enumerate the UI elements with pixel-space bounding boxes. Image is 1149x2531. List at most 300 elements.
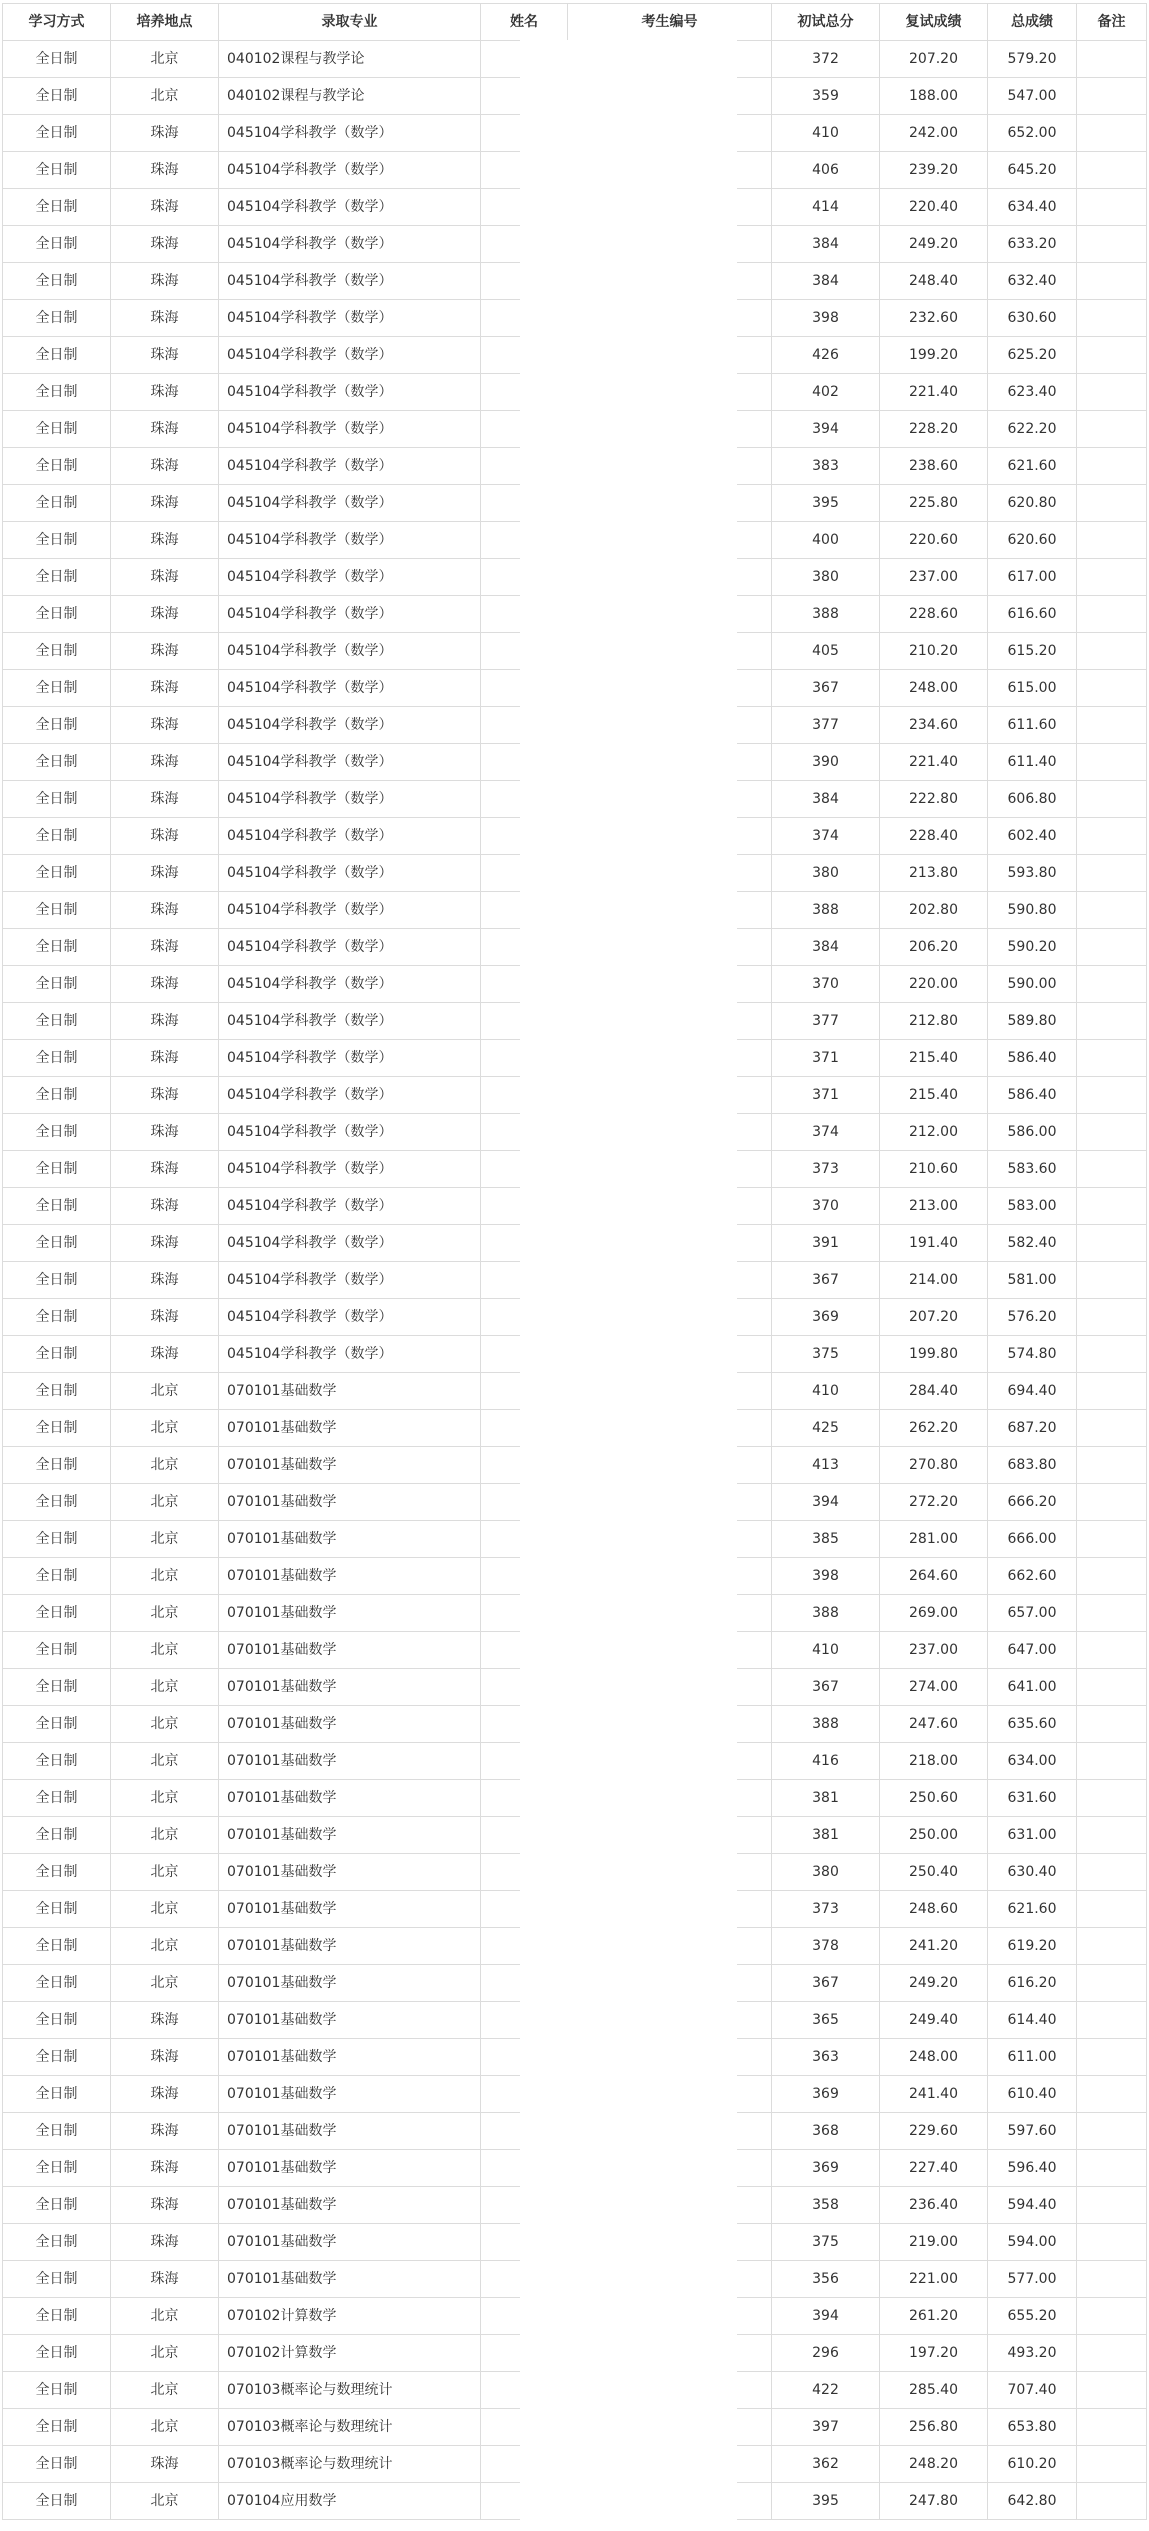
- cell-major: 070101基础数学: [219, 2150, 481, 2187]
- cell-study-mode: 全日制: [3, 1040, 111, 1077]
- cell-major: 070101基础数学: [219, 1484, 481, 1521]
- cell-remarks: [1077, 226, 1147, 263]
- cell-study-mode: 全日制: [3, 966, 111, 1003]
- cell-total-score: 621.60: [988, 1891, 1077, 1928]
- cell-retest-score: 241.20: [880, 1928, 988, 1965]
- cell-retest-score: 219.00: [880, 2224, 988, 2261]
- cell-remarks: [1077, 1595, 1147, 1632]
- cell-study-mode: 全日制: [3, 2187, 111, 2224]
- cell-major: 045104学科教学（数学）: [219, 855, 481, 892]
- cell-remarks: [1077, 1558, 1147, 1595]
- cell-study-mode: 全日制: [3, 1077, 111, 1114]
- cell-study-mode: 全日制: [3, 2335, 111, 2372]
- cell-study-mode: 全日制: [3, 1262, 111, 1299]
- cell-location: 珠海: [111, 1336, 219, 1373]
- cell-remarks: [1077, 559, 1147, 596]
- cell-total-score: 615.00: [988, 670, 1077, 707]
- cell-remarks: [1077, 1410, 1147, 1447]
- cell-remarks: [1077, 1003, 1147, 1040]
- cell-prelim-score: 375: [772, 2224, 880, 2261]
- cell-location: 珠海: [111, 1077, 219, 1114]
- cell-total-score: 581.00: [988, 1262, 1077, 1299]
- cell-total-score: 611.00: [988, 2039, 1077, 2076]
- cell-major: 045104学科教学（数学）: [219, 1336, 481, 1373]
- cell-prelim-score: 363: [772, 2039, 880, 2076]
- cell-location: 珠海: [111, 2002, 219, 2039]
- cell-major: 070103概率论与数理统计: [219, 2446, 481, 2483]
- cell-remarks: [1077, 1632, 1147, 1669]
- cell-total-score: 615.20: [988, 633, 1077, 670]
- cell-study-mode: 全日制: [3, 1706, 111, 1743]
- cell-major: 045104学科教学（数学）: [219, 781, 481, 818]
- cell-major: 070101基础数学: [219, 2002, 481, 2039]
- cell-study-mode: 全日制: [3, 263, 111, 300]
- cell-study-mode: 全日制: [3, 1780, 111, 1817]
- cell-study-mode: 全日制: [3, 300, 111, 337]
- cell-total-score: 574.80: [988, 1336, 1077, 1373]
- cell-retest-score: 241.40: [880, 2076, 988, 2113]
- cell-retest-score: 236.40: [880, 2187, 988, 2224]
- cell-retest-score: 213.00: [880, 1188, 988, 1225]
- cell-total-score: 634.40: [988, 189, 1077, 226]
- cell-location: 珠海: [111, 189, 219, 226]
- cell-location: 珠海: [111, 2150, 219, 2187]
- cell-location: 珠海: [111, 485, 219, 522]
- header-total-score: 总成绩: [988, 4, 1077, 41]
- cell-total-score: 634.00: [988, 1743, 1077, 1780]
- cell-remarks: [1077, 1780, 1147, 1817]
- cell-location: 北京: [111, 1706, 219, 1743]
- cell-prelim-score: 369: [772, 1299, 880, 1336]
- cell-total-score: 645.20: [988, 152, 1077, 189]
- cell-retest-score: 242.00: [880, 115, 988, 152]
- cell-study-mode: 全日制: [3, 485, 111, 522]
- cell-total-score: 616.60: [988, 596, 1077, 633]
- cell-prelim-score: 394: [772, 2298, 880, 2335]
- cell-study-mode: 全日制: [3, 41, 111, 78]
- cell-study-mode: 全日制: [3, 1373, 111, 1410]
- cell-prelim-score: 374: [772, 1114, 880, 1151]
- cell-location: 北京: [111, 41, 219, 78]
- cell-location: 珠海: [111, 2039, 219, 2076]
- cell-remarks: [1077, 263, 1147, 300]
- cell-prelim-score: 395: [772, 485, 880, 522]
- cell-remarks: [1077, 189, 1147, 226]
- cell-study-mode: 全日制: [3, 855, 111, 892]
- cell-prelim-score: 416: [772, 1743, 880, 1780]
- cell-location: 珠海: [111, 522, 219, 559]
- cell-major: 045104学科教学（数学）: [219, 1299, 481, 1336]
- cell-total-score: 611.40: [988, 744, 1077, 781]
- cell-retest-score: 264.60: [880, 1558, 988, 1595]
- cell-total-score: 666.00: [988, 1521, 1077, 1558]
- cell-retest-score: 270.80: [880, 1447, 988, 1484]
- cell-remarks: [1077, 1706, 1147, 1743]
- cell-retest-score: 232.60: [880, 300, 988, 337]
- cell-prelim-score: 356: [772, 2261, 880, 2298]
- cell-location: 珠海: [111, 1114, 219, 1151]
- header-major: 录取专业: [219, 4, 481, 41]
- cell-study-mode: 全日制: [3, 337, 111, 374]
- cell-prelim-score: 388: [772, 892, 880, 929]
- header-exam-id: 考生编号: [568, 4, 772, 41]
- cell-study-mode: 全日制: [3, 1225, 111, 1262]
- cell-study-mode: 全日制: [3, 596, 111, 633]
- cell-prelim-score: 359: [772, 78, 880, 115]
- cell-prelim-score: 373: [772, 1151, 880, 1188]
- cell-major: 045104学科教学（数学）: [219, 300, 481, 337]
- cell-retest-score: 261.20: [880, 2298, 988, 2335]
- cell-total-score: 619.20: [988, 1928, 1077, 1965]
- header-name: 姓名: [481, 4, 568, 41]
- cell-retest-score: 210.20: [880, 633, 988, 670]
- cell-retest-score: 188.00: [880, 78, 988, 115]
- cell-retest-score: 221.40: [880, 744, 988, 781]
- cell-retest-score: 249.20: [880, 1965, 988, 2002]
- cell-study-mode: 全日制: [3, 226, 111, 263]
- cell-retest-score: 234.60: [880, 707, 988, 744]
- cell-retest-score: 220.00: [880, 966, 988, 1003]
- cell-study-mode: 全日制: [3, 1632, 111, 1669]
- cell-remarks: [1077, 892, 1147, 929]
- cell-location: 珠海: [111, 1151, 219, 1188]
- cell-location: 珠海: [111, 300, 219, 337]
- cell-major: 070101基础数学: [219, 1928, 481, 1965]
- cell-total-score: 631.00: [988, 1817, 1077, 1854]
- cell-prelim-score: 384: [772, 781, 880, 818]
- cell-total-score: 633.20: [988, 226, 1077, 263]
- cell-prelim-score: 410: [772, 1632, 880, 1669]
- cell-study-mode: 全日制: [3, 115, 111, 152]
- cell-total-score: 621.60: [988, 448, 1077, 485]
- cell-remarks: [1077, 1336, 1147, 1373]
- cell-total-score: 594.00: [988, 2224, 1077, 2261]
- cell-location: 珠海: [111, 707, 219, 744]
- cell-remarks: [1077, 374, 1147, 411]
- cell-study-mode: 全日制: [3, 2113, 111, 2150]
- cell-location: 北京: [111, 1410, 219, 1447]
- cell-prelim-score: 369: [772, 2076, 880, 2113]
- cell-remarks: [1077, 1040, 1147, 1077]
- cell-study-mode: 全日制: [3, 1003, 111, 1040]
- cell-prelim-score: 405: [772, 633, 880, 670]
- cell-total-score: 593.80: [988, 855, 1077, 892]
- cell-prelim-score: 362: [772, 2446, 880, 2483]
- cell-study-mode: 全日制: [3, 1336, 111, 1373]
- cell-retest-score: 248.60: [880, 1891, 988, 1928]
- cell-remarks: [1077, 485, 1147, 522]
- cell-location: 珠海: [111, 1188, 219, 1225]
- cell-study-mode: 全日制: [3, 559, 111, 596]
- cell-prelim-score: 426: [772, 337, 880, 374]
- cell-study-mode: 全日制: [3, 1521, 111, 1558]
- cell-location: 北京: [111, 1521, 219, 1558]
- cell-retest-score: 212.00: [880, 1114, 988, 1151]
- cell-prelim-score: 391: [772, 1225, 880, 1262]
- cell-remarks: [1077, 1743, 1147, 1780]
- cell-remarks: [1077, 522, 1147, 559]
- cell-study-mode: 全日制: [3, 1928, 111, 1965]
- cell-study-mode: 全日制: [3, 189, 111, 226]
- cell-location: 珠海: [111, 966, 219, 1003]
- cell-retest-score: 191.40: [880, 1225, 988, 1262]
- cell-major: 045104学科教学（数学）: [219, 1188, 481, 1225]
- cell-prelim-score: 395: [772, 2483, 880, 2520]
- cell-study-mode: 全日制: [3, 1114, 111, 1151]
- cell-major: 040102课程与教学论: [219, 78, 481, 115]
- cell-remarks: [1077, 2187, 1147, 2224]
- cell-major: 045104学科教学（数学）: [219, 263, 481, 300]
- cell-remarks: [1077, 855, 1147, 892]
- cell-location: 珠海: [111, 1003, 219, 1040]
- cell-remarks: [1077, 2113, 1147, 2150]
- cell-prelim-score: 367: [772, 1262, 880, 1299]
- cell-study-mode: 全日制: [3, 2372, 111, 2409]
- cell-location: 珠海: [111, 1225, 219, 1262]
- cell-major: 070101基础数学: [219, 1558, 481, 1595]
- cell-prelim-score: 384: [772, 929, 880, 966]
- cell-location: 北京: [111, 1484, 219, 1521]
- cell-total-score: 493.20: [988, 2335, 1077, 2372]
- cell-study-mode: 全日制: [3, 1188, 111, 1225]
- cell-remarks: [1077, 1484, 1147, 1521]
- cell-remarks: [1077, 1262, 1147, 1299]
- cell-retest-score: 262.20: [880, 1410, 988, 1447]
- cell-prelim-score: 374: [772, 818, 880, 855]
- cell-retest-score: 207.20: [880, 41, 988, 78]
- table-header-row: [3, 4, 1147, 41]
- cell-total-score: 583.60: [988, 1151, 1077, 1188]
- cell-prelim-score: 422: [772, 2372, 880, 2409]
- cell-study-mode: 全日制: [3, 1558, 111, 1595]
- cell-major: 070101基础数学: [219, 1706, 481, 1743]
- cell-total-score: 653.80: [988, 2409, 1077, 2446]
- cell-total-score: 683.80: [988, 1447, 1077, 1484]
- cell-study-mode: 全日制: [3, 2076, 111, 2113]
- cell-location: 珠海: [111, 2113, 219, 2150]
- cell-total-score: 622.20: [988, 411, 1077, 448]
- cell-total-score: 652.00: [988, 115, 1077, 152]
- cell-remarks: [1077, 115, 1147, 152]
- cell-major: 045104学科教学（数学）: [219, 1040, 481, 1077]
- cell-retest-score: 220.60: [880, 522, 988, 559]
- cell-total-score: 632.40: [988, 263, 1077, 300]
- cell-major: 045104学科教学（数学）: [219, 226, 481, 263]
- cell-remarks: [1077, 929, 1147, 966]
- cell-total-score: 641.00: [988, 1669, 1077, 1706]
- cell-location: 珠海: [111, 374, 219, 411]
- cell-location: 珠海: [111, 2261, 219, 2298]
- cell-total-score: 642.80: [988, 2483, 1077, 2520]
- cell-total-score: 577.00: [988, 2261, 1077, 2298]
- cell-total-score: 620.80: [988, 485, 1077, 522]
- cell-total-score: 597.60: [988, 2113, 1077, 2150]
- cell-retest-score: 237.00: [880, 559, 988, 596]
- cell-location: 北京: [111, 78, 219, 115]
- cell-study-mode: 全日制: [3, 1410, 111, 1447]
- cell-major: 070101基础数学: [219, 2113, 481, 2150]
- cell-retest-score: 197.20: [880, 2335, 988, 2372]
- cell-remarks: [1077, 1521, 1147, 1558]
- cell-location: 珠海: [111, 1299, 219, 1336]
- cell-prelim-score: 377: [772, 1003, 880, 1040]
- cell-location: 北京: [111, 1373, 219, 1410]
- cell-location: 珠海: [111, 744, 219, 781]
- cell-location: 珠海: [111, 1262, 219, 1299]
- cell-retest-score: 248.00: [880, 2039, 988, 2076]
- header-retest-score: 复试成绩: [880, 4, 988, 41]
- cell-total-score: 657.00: [988, 1595, 1077, 1632]
- cell-study-mode: 全日制: [3, 1299, 111, 1336]
- cell-remarks: [1077, 596, 1147, 633]
- cell-prelim-score: 406: [772, 152, 880, 189]
- cell-total-score: 586.00: [988, 1114, 1077, 1151]
- cell-study-mode: 全日制: [3, 2483, 111, 2520]
- cell-retest-score: 215.40: [880, 1077, 988, 1114]
- cell-location: 珠海: [111, 781, 219, 818]
- cell-major: 070101基础数学: [219, 1854, 481, 1891]
- cell-prelim-score: 384: [772, 263, 880, 300]
- cell-total-score: 662.60: [988, 1558, 1077, 1595]
- cell-total-score: 630.60: [988, 300, 1077, 337]
- cell-location: 珠海: [111, 337, 219, 374]
- cell-total-score: 707.40: [988, 2372, 1077, 2409]
- cell-remarks: [1077, 2298, 1147, 2335]
- cell-major: 070103概率论与数理统计: [219, 2372, 481, 2409]
- cell-location: 珠海: [111, 263, 219, 300]
- cell-major: 070101基础数学: [219, 1521, 481, 1558]
- cell-remarks: [1077, 1854, 1147, 1891]
- cell-location: 北京: [111, 2483, 219, 2520]
- cell-major: 045104学科教学（数学）: [219, 485, 481, 522]
- cell-location: 北京: [111, 1595, 219, 1632]
- cell-prelim-score: 365: [772, 2002, 880, 2039]
- cell-retest-score: 284.40: [880, 1373, 988, 1410]
- cell-retest-score: 212.80: [880, 1003, 988, 1040]
- cell-remarks: [1077, 818, 1147, 855]
- cell-prelim-score: 400: [772, 522, 880, 559]
- cell-study-mode: 全日制: [3, 744, 111, 781]
- cell-retest-score: 222.80: [880, 781, 988, 818]
- cell-location: 北京: [111, 1447, 219, 1484]
- cell-major: 070101基础数学: [219, 2261, 481, 2298]
- cell-location: 北京: [111, 1965, 219, 2002]
- cell-major: 070104应用数学: [219, 2483, 481, 2520]
- cell-location: 北京: [111, 2335, 219, 2372]
- cell-remarks: [1077, 2335, 1147, 2372]
- cell-prelim-score: 368: [772, 2113, 880, 2150]
- cell-remarks: [1077, 1928, 1147, 1965]
- cell-major: 070101基础数学: [219, 2039, 481, 2076]
- cell-study-mode: 全日制: [3, 374, 111, 411]
- cell-total-score: 583.00: [988, 1188, 1077, 1225]
- cell-retest-score: 250.60: [880, 1780, 988, 1817]
- cell-location: 珠海: [111, 633, 219, 670]
- cell-total-score: 611.60: [988, 707, 1077, 744]
- cell-total-score: 631.60: [988, 1780, 1077, 1817]
- cell-study-mode: 全日制: [3, 522, 111, 559]
- cell-prelim-score: 385: [772, 1521, 880, 1558]
- cell-location: 北京: [111, 2298, 219, 2335]
- cell-remarks: [1077, 707, 1147, 744]
- cell-total-score: 590.20: [988, 929, 1077, 966]
- cell-prelim-score: 388: [772, 1706, 880, 1743]
- cell-location: 珠海: [111, 892, 219, 929]
- cell-prelim-score: 372: [772, 41, 880, 78]
- cell-study-mode: 全日制: [3, 78, 111, 115]
- cell-location: 珠海: [111, 226, 219, 263]
- cell-retest-score: 256.80: [880, 2409, 988, 2446]
- cell-study-mode: 全日制: [3, 781, 111, 818]
- cell-major: 070101基础数学: [219, 1447, 481, 1484]
- cell-location: 北京: [111, 1817, 219, 1854]
- cell-remarks: [1077, 1077, 1147, 1114]
- cell-total-score: 687.20: [988, 1410, 1077, 1447]
- cell-retest-score: 274.00: [880, 1669, 988, 1706]
- header-study-mode: 学习方式: [3, 4, 111, 41]
- cell-study-mode: 全日制: [3, 1151, 111, 1188]
- cell-location: 珠海: [111, 855, 219, 892]
- cell-remarks: [1077, 1891, 1147, 1928]
- cell-remarks: [1077, 2002, 1147, 2039]
- cell-major: 045104学科教学（数学）: [219, 1225, 481, 1262]
- cell-major: 045104学科教学（数学）: [219, 892, 481, 929]
- cell-location: 北京: [111, 1780, 219, 1817]
- cell-prelim-score: 378: [772, 1928, 880, 1965]
- cell-prelim-score: 367: [772, 1965, 880, 2002]
- cell-prelim-score: 410: [772, 115, 880, 152]
- cell-major: 045104学科教学（数学）: [219, 337, 481, 374]
- cell-prelim-score: 410: [772, 1373, 880, 1410]
- cell-major: 045104学科教学（数学）: [219, 115, 481, 152]
- cell-major: 045104学科教学（数学）: [219, 670, 481, 707]
- cell-location: 北京: [111, 2409, 219, 2446]
- cell-study-mode: 全日制: [3, 633, 111, 670]
- cell-location: 珠海: [111, 818, 219, 855]
- cell-study-mode: 全日制: [3, 448, 111, 485]
- cell-location: 珠海: [111, 411, 219, 448]
- cell-remarks: [1077, 633, 1147, 670]
- cell-total-score: 623.40: [988, 374, 1077, 411]
- cell-location: 珠海: [111, 929, 219, 966]
- cell-major: 045104学科教学（数学）: [219, 189, 481, 226]
- cell-location: 北京: [111, 1891, 219, 1928]
- cell-total-score: 610.20: [988, 2446, 1077, 2483]
- cell-prelim-score: 373: [772, 1891, 880, 1928]
- cell-prelim-score: 390: [772, 744, 880, 781]
- cell-major: 045104学科教学（数学）: [219, 1114, 481, 1151]
- cell-retest-score: 228.40: [880, 818, 988, 855]
- cell-total-score: 547.00: [988, 78, 1077, 115]
- cell-study-mode: 全日制: [3, 2261, 111, 2298]
- cell-major: 070102计算数学: [219, 2335, 481, 2372]
- cell-retest-score: 202.80: [880, 892, 988, 929]
- cell-prelim-score: 388: [772, 1595, 880, 1632]
- cell-retest-score: 247.80: [880, 2483, 988, 2520]
- cell-prelim-score: 375: [772, 1336, 880, 1373]
- cell-major: 045104学科教学（数学）: [219, 707, 481, 744]
- cell-study-mode: 全日制: [3, 2039, 111, 2076]
- cell-prelim-score: 398: [772, 1558, 880, 1595]
- cell-remarks: [1077, 337, 1147, 374]
- cell-major: 045104学科教学（数学）: [219, 966, 481, 1003]
- cell-remarks: [1077, 1373, 1147, 1410]
- cell-prelim-score: 388: [772, 596, 880, 633]
- cell-remarks: [1077, 152, 1147, 189]
- cell-remarks: [1077, 1151, 1147, 1188]
- cell-retest-score: 249.40: [880, 2002, 988, 2039]
- cell-prelim-score: 380: [772, 855, 880, 892]
